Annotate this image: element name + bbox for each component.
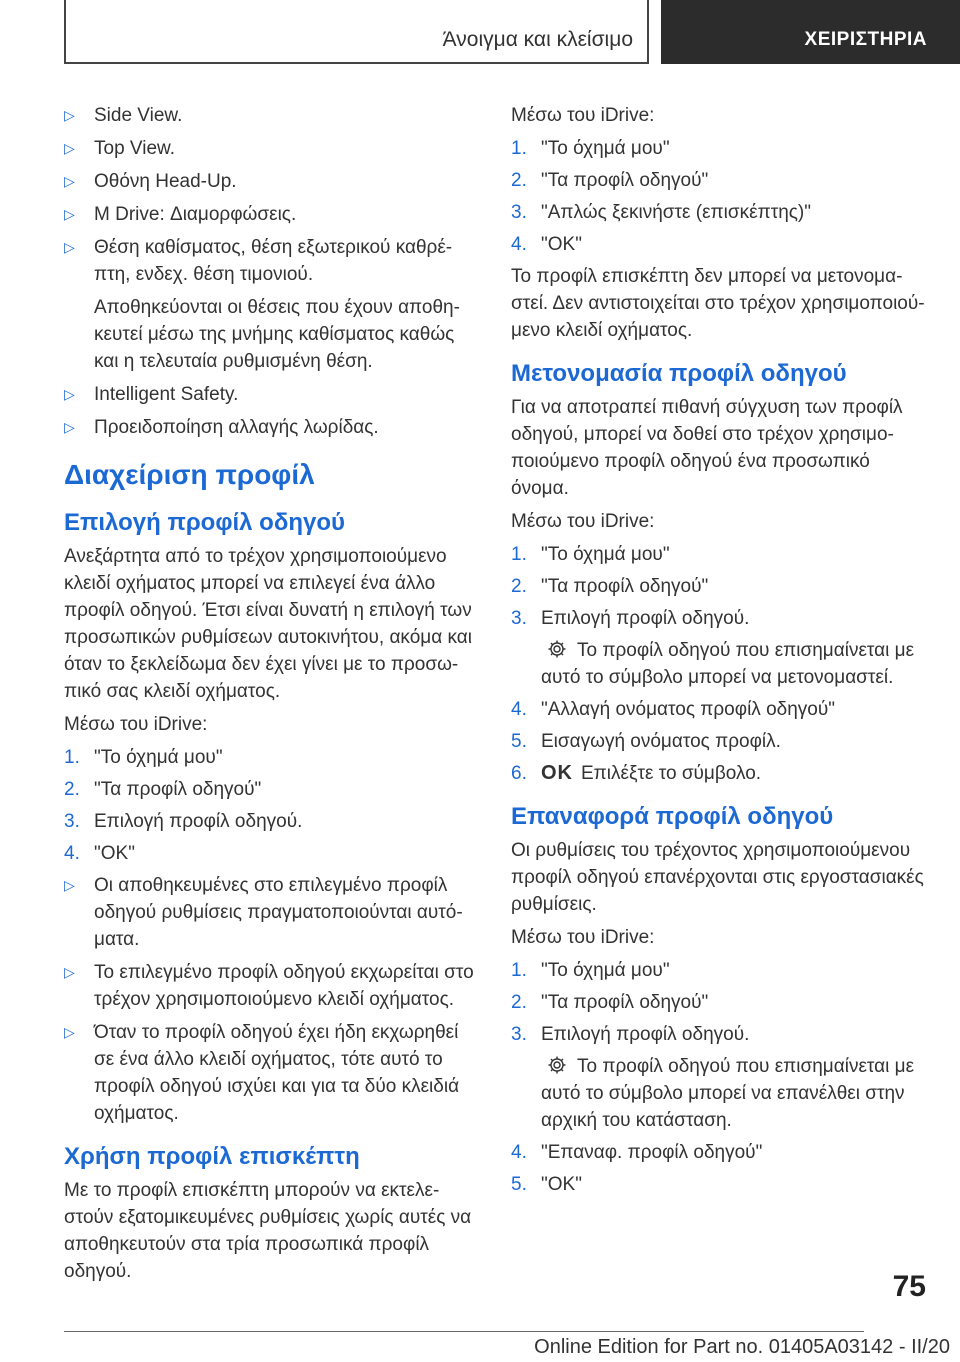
gear-icon (547, 639, 567, 659)
step-item: 3. Επιλογή προφίλ οδηγού. (64, 811, 303, 832)
step-item: 5. "OK" (511, 1174, 582, 1195)
step-item: 4. "OK" (64, 843, 135, 864)
section-title: ΧΕΙΡΙΣΤΗΡΙΑ (804, 29, 927, 50)
list-item-continuation: Αποθηκεύονται οι θέσεις που έχουν αποθη-κευτεί μέσω της μνήμης καθίσματος καθώς και η τελευταία ρυθμισμένη θέση. (94, 297, 460, 372)
page-number: 75 (892, 1270, 926, 1303)
footer-divider (64, 1331, 864, 1332)
chapter-title: Άνοιγμα και κλείσιμο (442, 28, 633, 51)
paragraph-via-idrive: Μέσω του iDrive: (511, 927, 655, 948)
step-note: Το προφίλ οδηγού που επισημαίνεται με αυτό το σύμβολο μπορεί να επανέλθει στην αρχική του κατάσταση. (541, 1056, 915, 1131)
triangle-bullet-icon: ▷ (64, 107, 75, 123)
step-item: 6. OK Επιλέξτε το σύμβολο. (511, 760, 931, 787)
header-chapter-box (64, 0, 649, 64)
heading-reset-profile: Επαναφορά προφίλ οδηγού (511, 803, 834, 830)
left-column (64, 102, 480, 1291)
step-item: 1. "Το όχημά μου" (511, 138, 670, 159)
triangle-bullet-icon: ▷ (64, 173, 75, 189)
list-item: ▷ Side View. (64, 102, 480, 129)
step-item: 5. Εισαγωγή ονόματος προφίλ. (511, 731, 781, 752)
step-item: 1. "Το όχημά μου" (64, 747, 223, 768)
list-item: ▷ Top View. (64, 135, 480, 162)
paragraph-via-idrive: Μέσω του iDrive: (511, 105, 655, 126)
triangle-bullet-icon: ▷ (64, 877, 75, 893)
list-item: ▷ Οθόνη Head-Up. (64, 168, 480, 195)
triangle-bullet-icon: ▷ (64, 239, 75, 255)
triangle-bullet-icon: ▷ (64, 386, 75, 402)
step-item: 3. Επιλογή προφίλ οδηγού. (511, 608, 750, 629)
triangle-bullet-icon: ▷ (64, 140, 75, 156)
ok-symbol-icon: OK (541, 762, 573, 784)
step-item: 1. "Το όχημά μου" (511, 960, 670, 981)
page-header (64, 0, 960, 64)
paragraph: Με το προφίλ επισκέπτη μπορούν να εκτελε-στούν εξατομικευμένες ρυθμίσεις χωρίς αυτές να αποθηκευτούν στα τρία προσωπικά προφίλ οδηγού. (64, 1180, 472, 1282)
header-section-box (661, 0, 960, 64)
step-item: 3. Επιλογή προφίλ οδηγού. (511, 1024, 750, 1045)
step-item: 4. "Επαναφ. προφίλ οδηγού" (511, 1142, 763, 1163)
step-item: 4. "OK" (511, 234, 582, 255)
step-note: Το προφίλ οδηγού που επισημαίνεται με αυτό το σύμβολο μπορεί να μετονομαστεί. (541, 640, 915, 688)
step-item: 1. "Το όχημά μου" (511, 544, 670, 565)
paragraph: Για να αποτραπεί πιθανή σύγχυση των προφίλ οδηγού, μπορεί να δοθεί στο τρέχον χρησιμο-ποιούμενο προφίλ οδηγού ένα προσωπικό όνομα. (511, 397, 903, 499)
step-item: 2. "Τα προφίλ οδηγού" (511, 170, 709, 191)
paragraph-via-idrive: Μέσω του iDrive: (64, 714, 208, 735)
step-item: 4. "Αλλαγή ονόματος προφίλ οδηγού" (511, 699, 835, 720)
heading-profile-management: Διαχείριση προφίλ (64, 459, 315, 490)
list-item: ▷ Προειδοποίηση αλλαγής λωρίδας. (64, 414, 480, 441)
list-item: ▷ Intelligent Safety. (64, 381, 480, 408)
triangle-bullet-icon: ▷ (64, 1024, 75, 1040)
paragraph: Ανεξάρτητα από το τρέχον χρησιμοποιούμενο κλειδί οχήματος μπορεί να επιλεγεί ένα άλλο προφίλ οδηγού. Έτσι είναι δυνατή η επιλογή των προσωπικών ρυθμίσεων αυτοκινήτου, ακόμα και όταν το ξεκλείδωμα δεν έχει γίνει με το προσω-πικό σας κλειδί οχήματος. (64, 546, 472, 702)
footer-edition: Online Edition for Part no. 01405A03142 - II/20 (534, 1336, 950, 1358)
heading-guest-profile: Χρήση προφίλ επισκέπτη (64, 1143, 360, 1170)
heading-select-profile: Επιλογή προφίλ οδηγού (64, 509, 346, 536)
list-item: ▷ M Drive: Διαμορφώσεις. (64, 201, 480, 228)
list-item: ▷ Οι αποθηκευμένες στο επιλεγμένο προφίλ οδηγού ρυθμίσεις πραγματοποιούνται αυτό-ματα. (64, 872, 480, 953)
step-item: 2. "Τα προφίλ οδηγού" (64, 779, 262, 800)
list-item: ▷ Θέση καθίσματος, θέση εξωτερικού καθρέ-πτη, ενδεχ. θέση τιμονιού. (64, 234, 480, 288)
step-item: 2. "Τα προφίλ οδηγού" (511, 576, 709, 597)
step-item: 2. "Τα προφίλ οδηγού" (511, 992, 709, 1013)
paragraph: Το προφίλ επισκέπτη δεν μπορεί να μετονομα-στεί. Δεν αντιστοιχείται στο τρέχον χρησιμοποιού-μενο κλειδί οχήματος. (511, 266, 925, 341)
triangle-bullet-icon: ▷ (64, 206, 75, 222)
gear-icon (547, 1055, 567, 1075)
right-column (511, 102, 931, 1203)
paragraph: Οι ρυθμίσεις του τρέχοντος χρησιμοποιούμενου προφίλ οδηγού επανέρχονται στις εργοστασιακές ρυθμίσεις. (511, 840, 924, 915)
triangle-bullet-icon: ▷ (64, 964, 75, 980)
triangle-bullet-icon: ▷ (64, 419, 75, 435)
step-item: 3. "Απλώς ξεκινήστε (επισκέπτης)" (511, 202, 811, 223)
list-item: ▷ Το επιλεγμένο προφίλ οδηγού εκχωρείται στο τρέχον χρησιμοποιούμενο κλειδί οχήματος. (64, 959, 480, 1013)
list-item: ▷ Όταν το προφίλ οδηγού έχει ήδη εκχωρηθεί σε ένα άλλο κλειδί οχήματος, τότε αυτό το προφίλ οδηγού ισχύει και για τα δύο κλειδιά οχήματος. (64, 1019, 480, 1127)
paragraph-via-idrive: Μέσω του iDrive: (511, 511, 655, 532)
heading-rename-profile: Μετονομασία προφίλ οδηγού (511, 360, 847, 387)
